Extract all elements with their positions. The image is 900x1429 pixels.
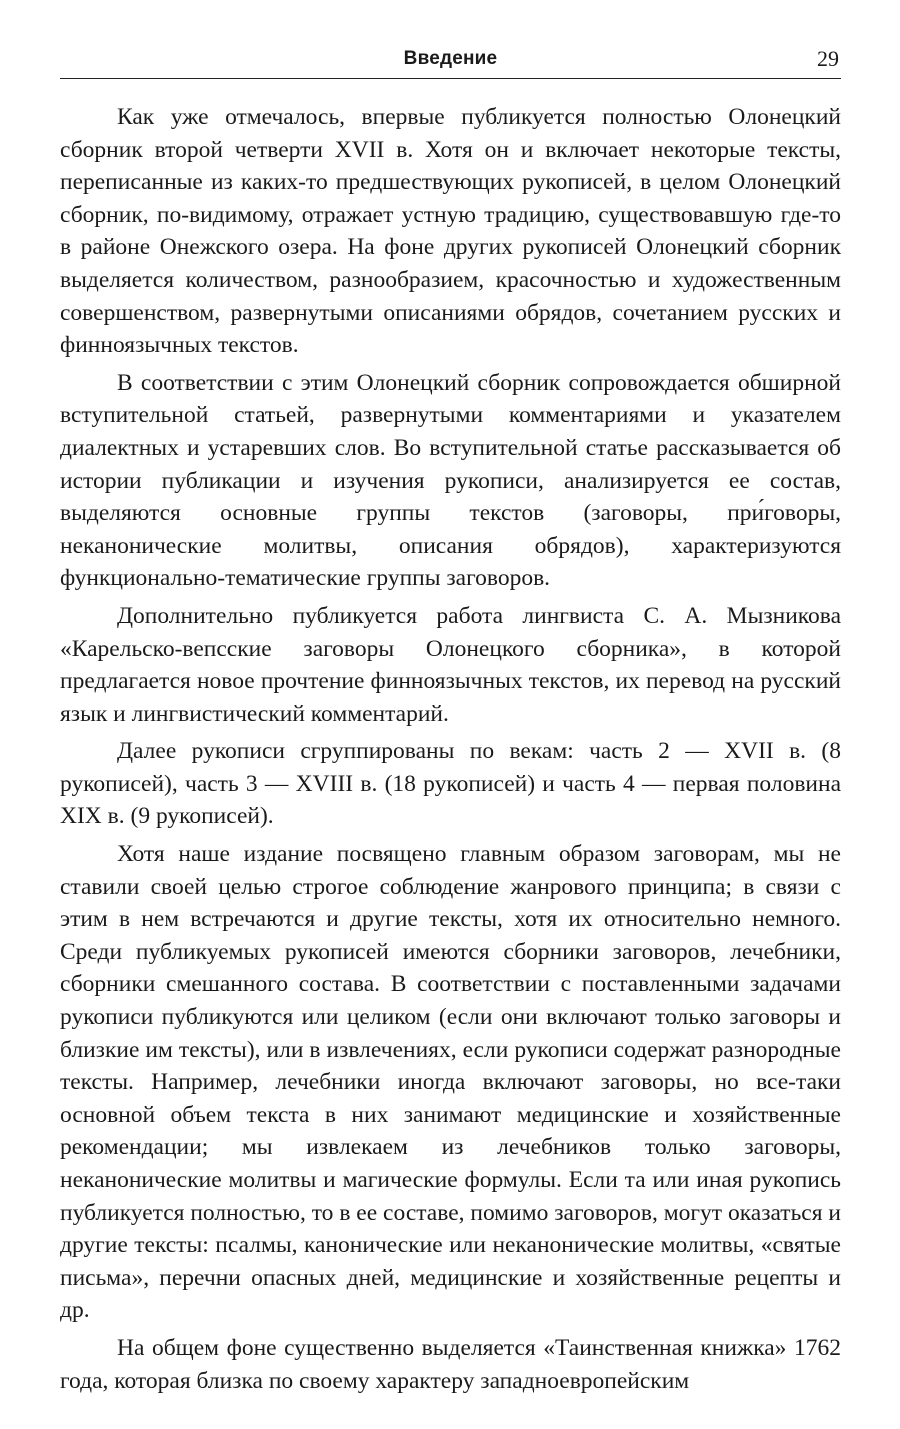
running-head xyxy=(60,44,841,86)
page-number: 29 xyxy=(817,46,839,71)
paragraph-grouping-by-century: Далее рукописи сгруппированы по векам: часть 2 — XVII в. (8 рукописей), часть 3 — XVIII в. (18 рукописей) и часть 4 — первая половина XIX в. (9 рукописей). xyxy=(60,738,841,830)
paragraph-introductory-article: В соответствии с этим Олонецкий сборник сопровождается обширной вступительной статьей, развернутыми комментариями и указателем диалектных и устаревших слов. Во вступительной статье рассказывается об истории публикации и изучения рукописи, анализируется ее состав, выделяются основные группы текстов (заговоры, при́говоры, неканонические молитвы, описания обрядов), характеризуются функционально-тематические группы заговоров. xyxy=(60,369,841,592)
paragraph-olonets-collection: Как уже отмечалось, впервые публикуется полностью Олонецкий сборник второй четверти XVII в. Хотя он и включает некоторые тексты, переписанные из каких-то предшествующих рукописей, в целом Олонецкий сборник, по-видимому, отражает устную традицию, существовавшую где-то в районе Онежского озера. На фоне других рукописей Олонецкий сборник выделяется количеством, разнообразием, красочностью и художественным совершенством, развернутыми описаниями обрядов, сочетанием русских и финноязычных текстов. xyxy=(60,104,841,359)
chapter-title: Введение xyxy=(403,48,498,69)
paragraph-secret-book: На общем фоне существенно выделяется «Таинственная книжка» 1762 года, которая близка по своему характеру западноевропейским xyxy=(60,1334,841,1394)
paragraph-myznikov-work: Дополнительно публикуется работа лингвиста С. А. Мызникова «Карельско-вепсские заговоры Олонецкого сборника», в которой предлагается новое прочтение финноязычных текстов, их перевод на русский язык и лингвистический комментарий. xyxy=(60,602,841,727)
header-rule xyxy=(60,78,841,79)
body-text xyxy=(60,101,841,1402)
paragraph-genre-principle: Хотя наше издание посвящено главным образом заговорам, мы не ставили своей целью строгое соблюдение жанрового принципа; в связи с этим в нем встречаются и другие тексты, хотя их относительно немного. Среди публикуемых рукописей имеются сборники заговоров, лечебники, сборники смешанного состава. В соответствии с поставленными задачами рукописи публикуются или целиком (если они включают только заговоры и близкие им тексты), или в извлечениях, если рукописи содержат разнородные тексты. Например, лечебники иногда включают заговоры, но все-таки основной объем текста в них занимают медицинские и хозяйственные рекомендации; мы извлекаем из лечебников только заговоры, неканонические молитвы и магические формулы. Если та или иная рукопись публикуется полностью, то в ее составе, помимо заговоров, могут оказаться и другие тексты: псалмы, канонические или неканонические молитвы, «святые письма», перечни опасных дней, медицинские и хозяйственные рецепты и др. xyxy=(60,841,841,1324)
